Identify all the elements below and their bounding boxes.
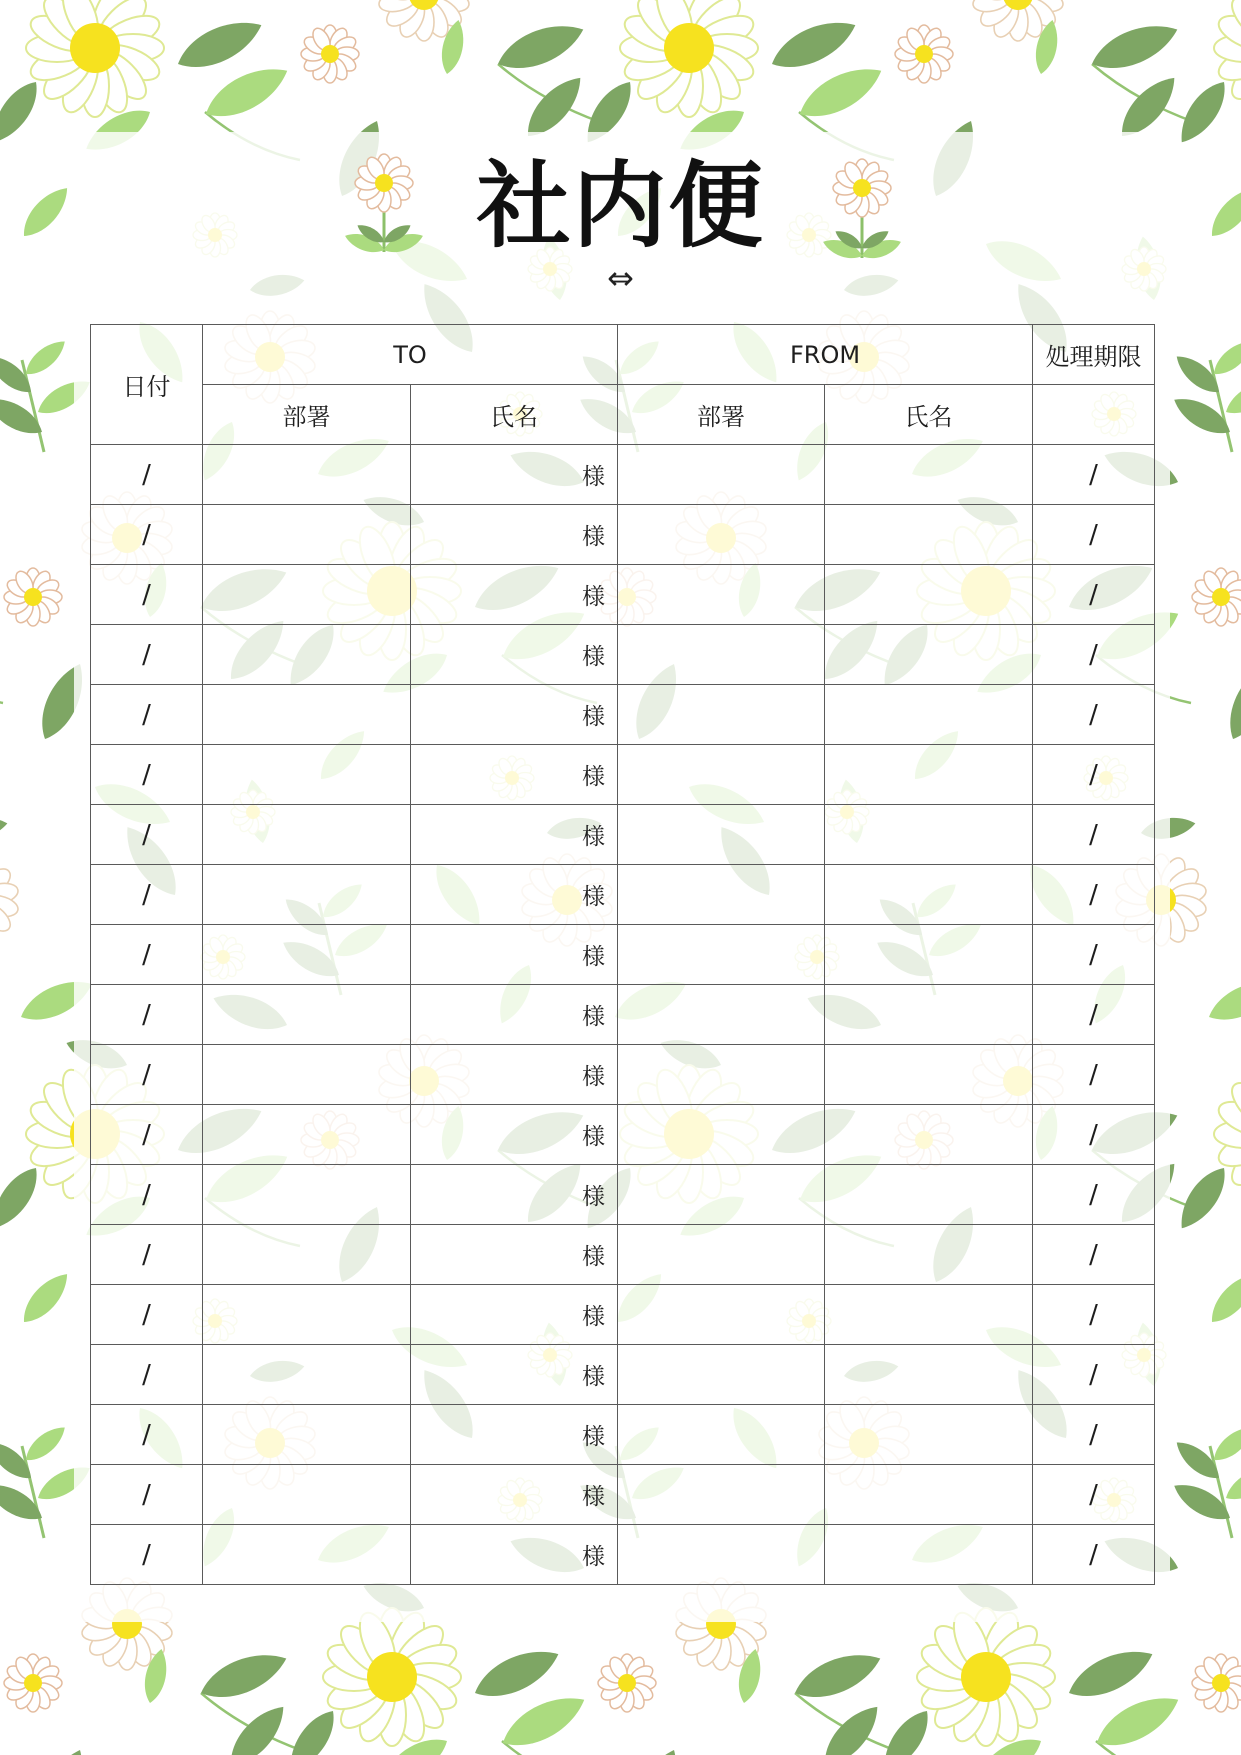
- honorific-suffix: 様: [582, 1484, 605, 1510]
- from-department-cell: [618, 985, 825, 1045]
- deadline-cell: /: [1033, 625, 1155, 685]
- honorific-suffix: 様: [582, 1004, 605, 1030]
- honorific-suffix: 様: [582, 584, 605, 610]
- from-department-cell: [618, 1285, 825, 1345]
- honorific-suffix: 様: [582, 1364, 605, 1390]
- deadline-cell: /: [1033, 505, 1155, 565]
- deadline-cell: /: [1033, 1465, 1155, 1525]
- honorific-suffix: 様: [582, 1124, 605, 1150]
- to-department-cell: [203, 1105, 411, 1165]
- deadline-cell: /: [1033, 1285, 1155, 1345]
- document-title: 社内便: [476, 152, 765, 261]
- from-name-cell: [825, 925, 1033, 985]
- date-cell: /: [91, 1465, 203, 1525]
- table-row: [91, 805, 1155, 865]
- date-cell: /: [91, 1045, 203, 1105]
- date-cell: /: [91, 1165, 203, 1225]
- date-header: 日付: [91, 325, 203, 445]
- from-name-cell: [825, 1225, 1033, 1285]
- honorific-suffix: 様: [582, 704, 605, 730]
- from-name-cell: [825, 1285, 1033, 1345]
- from-header: FROM: [618, 325, 1033, 385]
- to-name-cell: [411, 625, 618, 685]
- date-cell: /: [91, 445, 203, 505]
- from-name-cell: [825, 685, 1033, 745]
- to-department-cell: [203, 1225, 411, 1285]
- to-name-cell: [411, 985, 618, 1045]
- to-department-cell: [203, 1465, 411, 1525]
- table-row: [91, 865, 1155, 925]
- from-name-cell: [825, 1105, 1033, 1165]
- date-cell: /: [91, 805, 203, 865]
- from-department-cell: [618, 1345, 825, 1405]
- to-department-cell: [203, 1345, 411, 1405]
- date-cell: /: [91, 505, 203, 565]
- deadline-cell: /: [1033, 1225, 1155, 1285]
- to-name-cell: [411, 565, 618, 625]
- to-department-cell: [203, 1285, 411, 1345]
- honorific-suffix: 様: [582, 764, 605, 790]
- date-cell: /: [91, 1525, 203, 1585]
- date-cell: /: [91, 1285, 203, 1345]
- honorific-suffix: 様: [582, 1064, 605, 1090]
- table-row: [91, 1105, 1155, 1165]
- to-department-cell: [203, 865, 411, 925]
- from-department-cell: [618, 1405, 825, 1465]
- deadline-cell: /: [1033, 1105, 1155, 1165]
- deadline-cell: /: [1033, 685, 1155, 745]
- date-cell: /: [91, 1105, 203, 1165]
- from-name-header: 氏名: [825, 385, 1033, 445]
- table-row: [91, 1345, 1155, 1405]
- from-department-cell: [618, 625, 825, 685]
- honorific-suffix: 様: [582, 524, 605, 550]
- from-name-cell: [825, 1465, 1033, 1525]
- from-department-cell: [618, 1525, 825, 1585]
- to-name-cell: [411, 445, 618, 505]
- table-row: [91, 745, 1155, 805]
- honorific-suffix: 様: [582, 884, 605, 910]
- from-name-cell: [825, 1405, 1033, 1465]
- date-cell: /: [91, 1405, 203, 1465]
- to-name-cell: [411, 1105, 618, 1165]
- deadline-cell: /: [1033, 1525, 1155, 1585]
- from-department-cell: [618, 805, 825, 865]
- from-name-cell: [825, 865, 1033, 925]
- date-cell: /: [91, 1345, 203, 1405]
- from-department-cell: [618, 685, 825, 745]
- to-name-cell: [411, 1225, 618, 1285]
- honorific-suffix: 様: [582, 1544, 605, 1570]
- date-cell: /: [91, 865, 203, 925]
- header-row-top: [91, 325, 1155, 385]
- table-row: [91, 1465, 1155, 1525]
- deadline-cell: /: [1033, 805, 1155, 865]
- to-name-cell: [411, 1045, 618, 1105]
- from-name-cell: [825, 1045, 1033, 1105]
- honorific-suffix: 様: [582, 644, 605, 670]
- to-department-cell: [203, 445, 411, 505]
- from-name-cell: [825, 625, 1033, 685]
- to-department-cell: [203, 565, 411, 625]
- from-department-cell: [618, 865, 825, 925]
- deadline-cell: /: [1033, 985, 1155, 1045]
- from-department-header: 部署: [618, 385, 825, 445]
- table-row: [91, 1165, 1155, 1225]
- table-row: [91, 1525, 1155, 1585]
- to-department-cell: [203, 685, 411, 745]
- to-name-cell: [411, 1345, 618, 1405]
- floral-tile: [277, 1608, 897, 1755]
- table-row: [91, 565, 1155, 625]
- from-department-cell: [618, 505, 825, 565]
- from-department-cell: [618, 1465, 825, 1525]
- to-department-cell: [203, 745, 411, 805]
- from-name-cell: [825, 985, 1033, 1045]
- date-cell: /: [91, 985, 203, 1045]
- table-header: [91, 325, 1155, 445]
- to-name-cell: [411, 1165, 618, 1225]
- to-header: TO: [203, 325, 618, 385]
- from-name-cell: [825, 445, 1033, 505]
- deadline-cell: /: [1033, 1345, 1155, 1405]
- deadline-cell: /: [1033, 925, 1155, 985]
- direction-arrow-icon: ⇔: [607, 259, 634, 297]
- from-department-cell: [618, 1045, 825, 1105]
- deadline-header: 処理期限: [1033, 325, 1155, 385]
- from-name-cell: [825, 1165, 1033, 1225]
- to-name-header: 氏名: [411, 385, 618, 445]
- to-name-cell: [411, 805, 618, 865]
- date-cell: /: [91, 565, 203, 625]
- to-department-cell: [203, 625, 411, 685]
- table-row: [91, 685, 1155, 745]
- table-row: [91, 1225, 1155, 1285]
- from-department-cell: [618, 745, 825, 805]
- from-name-cell: [825, 745, 1033, 805]
- from-department-cell: [618, 445, 825, 505]
- honorific-suffix: 様: [582, 464, 605, 490]
- honorific-suffix: 様: [582, 944, 605, 970]
- floral-tile: [871, 1608, 1241, 1755]
- to-department-header: 部署: [203, 385, 411, 445]
- header-row-sub: [91, 385, 1155, 445]
- from-department-cell: [618, 565, 825, 625]
- table-row: [91, 1285, 1155, 1345]
- to-name-cell: [411, 1285, 618, 1345]
- date-cell: /: [91, 745, 203, 805]
- to-name-cell: [411, 925, 618, 985]
- deadline-cell: /: [1033, 1405, 1155, 1465]
- from-name-cell: [825, 805, 1033, 865]
- to-department-cell: [203, 1525, 411, 1585]
- date-cell: /: [91, 925, 203, 985]
- deadline-cell: /: [1033, 565, 1155, 625]
- to-name-cell: [411, 1525, 618, 1585]
- floral-tile: [1168, 1065, 1241, 1670]
- table-row: [91, 985, 1155, 1045]
- from-name-cell: [825, 1345, 1033, 1405]
- from-name-cell: [825, 565, 1033, 625]
- honorific-suffix: 様: [582, 1304, 605, 1330]
- table-row: [91, 1405, 1155, 1465]
- from-department-cell: [618, 1225, 825, 1285]
- from-name-cell: [825, 505, 1033, 565]
- deadline-subheader-blank: [1033, 385, 1155, 445]
- to-department-cell: [203, 925, 411, 985]
- honorific-suffix: 様: [582, 1244, 605, 1270]
- from-name-cell: [825, 1525, 1033, 1585]
- to-name-cell: [411, 1405, 618, 1465]
- honorific-suffix: 様: [582, 1184, 605, 1210]
- date-cell: /: [91, 1225, 203, 1285]
- table-row: [91, 445, 1155, 505]
- table-row: [91, 505, 1155, 565]
- deadline-cell: /: [1033, 745, 1155, 805]
- to-name-cell: [411, 745, 618, 805]
- deadline-cell: /: [1033, 445, 1155, 505]
- from-department-cell: [618, 925, 825, 985]
- to-department-cell: [203, 1045, 411, 1105]
- to-department-cell: [203, 805, 411, 865]
- floral-tile: [0, 1065, 6, 1670]
- to-name-cell: [411, 865, 618, 925]
- honorific-suffix: 様: [582, 1424, 605, 1450]
- deadline-cell: /: [1033, 1045, 1155, 1105]
- to-department-cell: [203, 1405, 411, 1465]
- table-row: [91, 1045, 1155, 1105]
- from-department-cell: [618, 1165, 825, 1225]
- deadline-cell: /: [1033, 865, 1155, 925]
- honorific-suffix: 様: [582, 824, 605, 850]
- to-department-cell: [203, 985, 411, 1045]
- table-row: [91, 925, 1155, 985]
- to-department-cell: [203, 505, 411, 565]
- to-name-cell: [411, 505, 618, 565]
- date-cell: /: [91, 685, 203, 745]
- date-cell: /: [91, 625, 203, 685]
- deadline-cell: /: [1033, 1165, 1155, 1225]
- to-name-cell: [411, 1465, 618, 1525]
- to-department-cell: [203, 1165, 411, 1225]
- table-body: [91, 445, 1155, 1585]
- table-row: [91, 625, 1155, 685]
- from-department-cell: [618, 1105, 825, 1165]
- internal-mail-log-table: [90, 324, 1155, 1585]
- to-name-cell: [411, 685, 618, 745]
